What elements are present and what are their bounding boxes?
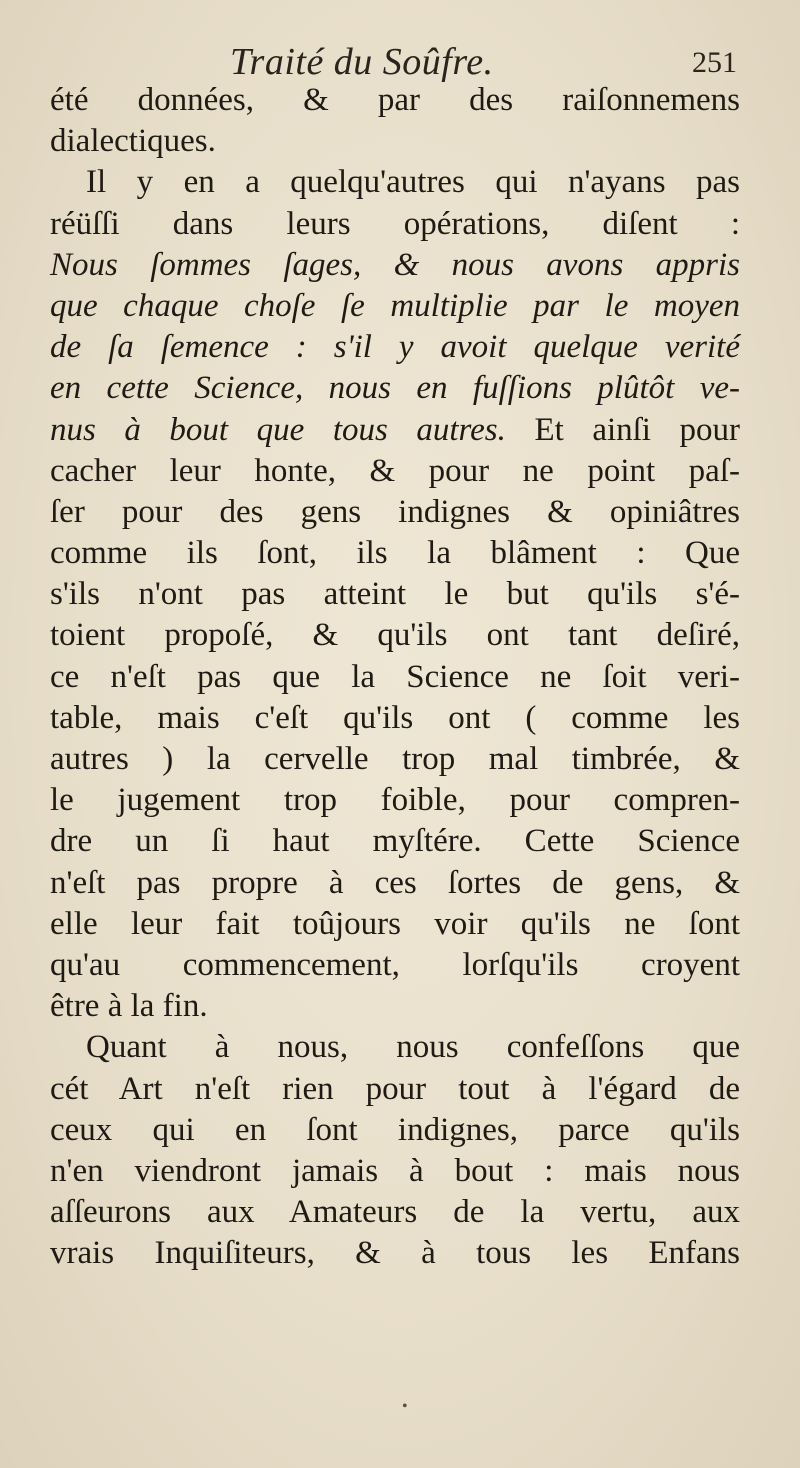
- page-number: 251: [692, 46, 737, 79]
- page-header: [0, 40, 800, 84]
- text-line: de ſa ſemence : s'il y avoit quelque verité: [50, 329, 740, 366]
- text-line: autres ) la cervelle trop mal timbrée, &: [50, 741, 740, 777]
- text-line: vrais Inquiſiteurs, & à tous les Enfans: [50, 1235, 740, 1272]
- text-line: n'en viendront jamais à bout : mais nous: [50, 1152, 740, 1189]
- roman-segment: Et ainſi pour: [534, 411, 741, 448]
- running-title: Traité du Soûfre.: [230, 41, 494, 83]
- text-line: n'eſt pas propre à ces ſortes de gens, &: [50, 864, 740, 901]
- text-line: qu'au commencement, lorſqu'ils croyent: [50, 946, 740, 983]
- text-line: cacher leur honte, & pour ne point paſ-: [50, 452, 740, 489]
- text-line: le jugement trop foible, pour compren-: [50, 782, 740, 819]
- text-line: table, mais c'eſt qu'ils ont ( comme les: [50, 699, 740, 736]
- text-line: dre un ſi haut myſtére. Cette Science: [50, 823, 740, 860]
- text-line: cét Art n'eſt rien pour tout à l'égard de: [50, 1070, 740, 1107]
- text-line: réüſſi dans leurs opérations, diſent :: [50, 205, 740, 242]
- text-line: dialectiques.: [50, 123, 216, 160]
- text-line: être à la fin.: [50, 988, 208, 1025]
- text-line: ſer pour des gens indignes & opiniâtres: [50, 493, 740, 530]
- italic-segment: nus à bout que tous autres.: [50, 411, 506, 448]
- text-line: été données, & par des raiſonnemens: [50, 82, 740, 118]
- text-line: ceux qui en ſont indignes, parce qu'ils: [50, 1111, 740, 1148]
- text-line: s'ils n'ont pas atteint le but qu'ils s'é-: [50, 576, 740, 613]
- text-line: toient propoſé, & qu'ils ont tant deſiré,: [50, 617, 740, 654]
- text-line: Nous ſommes ſages, & nous avons appris: [50, 246, 740, 283]
- body-text: [50, 80, 740, 1274]
- text-line: Quant à nous, nous confeſſons que: [86, 1029, 740, 1066]
- text-line: que chaque choſe ſe multiplie par le moyen: [50, 287, 740, 324]
- text-line: elle leur fait toûjours voir qu'ils ne ſont: [50, 905, 740, 942]
- text-line: en cette Science, nous en fuſſions plûtôt ve-: [50, 370, 740, 407]
- text-line: Il y en a quelqu'autres qui n'ayans pas: [86, 164, 740, 201]
- text-line: aſſeurons aux Amateurs de la vertu, aux: [50, 1194, 740, 1231]
- text-line-mixed: [50, 410, 740, 451]
- text-line: comme ils ſont, ils la blâment : Que: [50, 535, 740, 572]
- print-mark: •: [402, 1398, 408, 1415]
- text-line: ce n'eſt pas que la Science ne ſoit veri-: [50, 658, 740, 695]
